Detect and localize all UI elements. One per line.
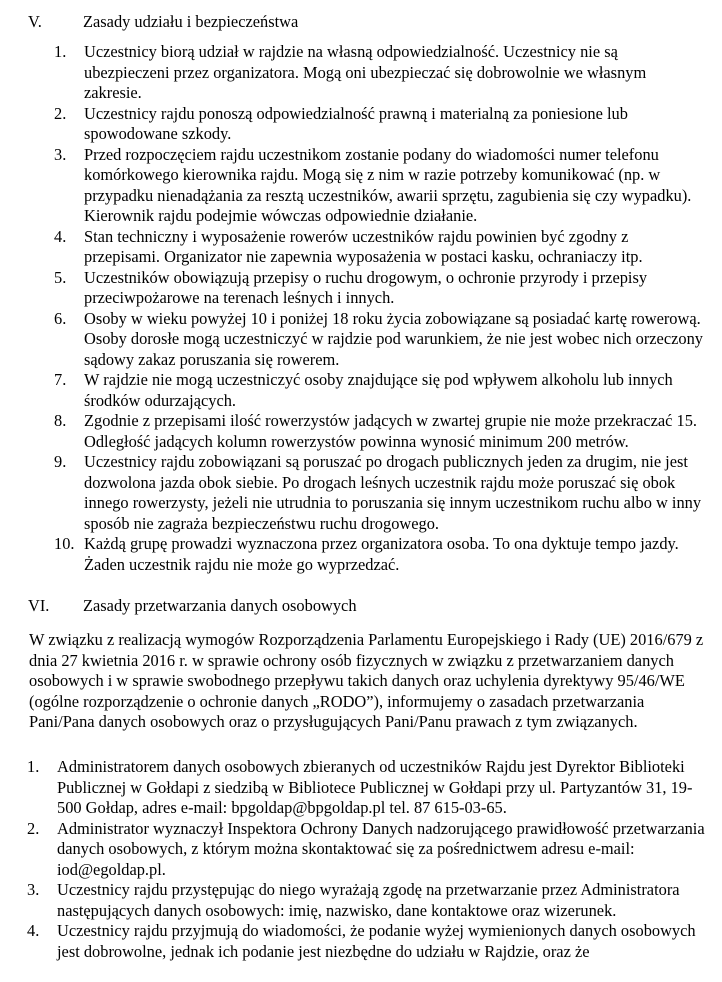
list-item — [27, 880, 707, 921]
section-6-list — [27, 757, 707, 962]
item-text: W rajdzie nie mogą uczestniczyć osoby znajdujące się pod wpływem alkoholu lub innych środków odurzających. — [84, 370, 673, 410]
section-5-list — [54, 42, 706, 575]
item-number: 2. — [27, 818, 40, 838]
list-item — [54, 103, 706, 145]
item-text: Przed rozpoczęciem rajdu uczestnikom zostanie podany do wiadomości numer telefonu komórkowego kierownika rajdu. Mogą się z nim w razie potrzeby komunikować (np. w przypadku nienadążania za resztą uczestników, awarii sprzętu, zagubienia się czy wypadku). Kierownik rajdu podejmie wówczas odpowiednie działanie. — [84, 144, 692, 225]
item-number: 10. — [54, 534, 75, 553]
item-text: Osoby w wieku powyżej 10 i poniżej 18 roku życia zobowiązane są posiadać kartę rowerową. Osoby dorosłe mogą uczestniczyć w rajdzie pod warunkiem, że nie jest wobec nich orzeczony sądowy zakaz poruszania się rowerem. — [84, 308, 703, 369]
item-number: 1. — [27, 757, 40, 776]
item-text: Uczestników obowiązują przepisy o ruchu drogowym, o ochronie przyrody i przepisy przeciwpożarowe na terenach leśnych i innych. — [84, 267, 648, 307]
list-item — [54, 452, 706, 534]
item-number: 5. — [54, 267, 67, 287]
list-item — [27, 757, 707, 819]
list-item — [54, 370, 706, 411]
item-text: Zgodnie z przepisami ilość rowerzystów jadących w zwartej grupie nie może przekraczać 15. Odległość jadących kolumn rowerzystów powinna wynosić minimum 200 metrów. — [84, 411, 698, 451]
item-number: 4. — [54, 226, 67, 246]
item-text: Uczestnicy biorą udział w rajdzie na własną odpowiedzialność. Uczestnicy nie są ubezpieczeni przez organizatora. Mogą oni ubezpieczać się dobrowolnie we własnym zakresie. — [84, 42, 647, 102]
list-item — [54, 534, 706, 575]
item-text: Każdą grupę prowadzi wyznaczona przez organizatora osoba. To ona dyktuje tempo jazdy. Żaden uczestnik rajdu nie może go wyprzedzać. — [84, 534, 679, 574]
section-5-number: V. — [28, 12, 42, 31]
section-5-title: Zasady udziału i bezpieczeństwa — [83, 12, 299, 31]
list-item — [54, 42, 706, 104]
section-6-intro: W związku z realizacją wymogów Rozporządzenia Parlamentu Europejskiego i Rady (UE) 2016/679 z dnia 27 kwietnia 2016 r. w sprawie ochrony osób fizycznych w związku z przetwarzaniem danych osobowych i w sprawie swobodnego przepływu takich danych oraz uchylenia dyrektywy 95/46/WE (ogólne rozporządzenie o ochronie danych „RODO”), informujemy o zasadach przetwarzania Pani/Pana danych osobowych oraz o przysługujących Pani/Panu prawach z tym związanych. — [29, 630, 704, 731]
item-number: 1. — [54, 42, 67, 61]
item-text: Uczestnicy rajdu ponoszą odpowiedzialność prawną i materialną za poniesione lub spowodowane szkody. — [84, 103, 628, 143]
list-item — [27, 921, 707, 962]
item-number: 3. — [54, 144, 67, 164]
list-item — [54, 411, 706, 452]
item-number: 8. — [54, 411, 67, 430]
item-text: Administrator wyznaczył Inspektora Ochrony Danych nadzorującego prawidłowość przetwarzania danych osobowych, z którym można skontaktować się za pośrednictwem adresu e-mail: iod@egoldap.pl. — [57, 818, 705, 879]
list-item — [27, 818, 707, 881]
list-item — [54, 308, 706, 371]
item-number: 3. — [27, 880, 40, 899]
section-6-number: VI. — [28, 596, 50, 615]
item-number: 2. — [54, 103, 67, 123]
list-item — [54, 267, 706, 309]
item-number: 6. — [54, 308, 67, 328]
list-item — [54, 226, 706, 268]
item-text: Administratorem danych osobowych zbieranych od uczestników Rajdu jest Dyrektor Biblioteki Publicznej w Gołdapi z siedzibą w Bibliotece Publicznej w Gołdapi przy ul. Partyzantów 31, 19-500 Gołdap, adres e-mail: bpgoldap@bpgoldap.pl tel. 87 615-03-65. — [57, 757, 693, 817]
item-text: Stan techniczny i wyposażenie rowerów uczestników rajdu powinien być zgodny z przepisami. Organizator nie zapewnia wyposażenia w postaci kasku, ochraniaczy itp. — [84, 226, 643, 266]
item-number: 7. — [54, 370, 67, 389]
item-text: Uczestnicy rajdu zobowiązani są poruszać po drogach publicznych jeden za drugim, nie jest dozwolona jazda obok siebie. Po drogach leśnych uczestnik rajdu może poruszać się obok innego rowerzysty, jeżeli nie utrudnia to poruszania się innym uczestnikom ruchu albo w inny sposób nie zagraża bezpieczeństwu ruchu drogowego. — [84, 452, 702, 533]
item-number: 9. — [54, 452, 67, 471]
item-number: 4. — [27, 921, 40, 940]
section-6-heading — [28, 596, 357, 617]
list-item — [54, 144, 706, 227]
section-6-title: Zasady przetwarzania danych osobowych — [83, 596, 357, 615]
item-text: Uczestnicy rajdu przyjmują do wiadomości, że podanie wyżej wymienionych danych osobowych jest dobrowolne, jednak ich podanie jest niezbędne do udziału w Rajdzie, oraz że — [57, 921, 696, 961]
section-5-heading — [28, 12, 298, 33]
item-text: Uczestnicy rajdu przystępując do niego wyrażają zgodę na przetwarzanie przez Administratora następujących danych osobowych: imię, nazwisko, dane kontaktowe oraz wizerunek. — [57, 880, 680, 920]
